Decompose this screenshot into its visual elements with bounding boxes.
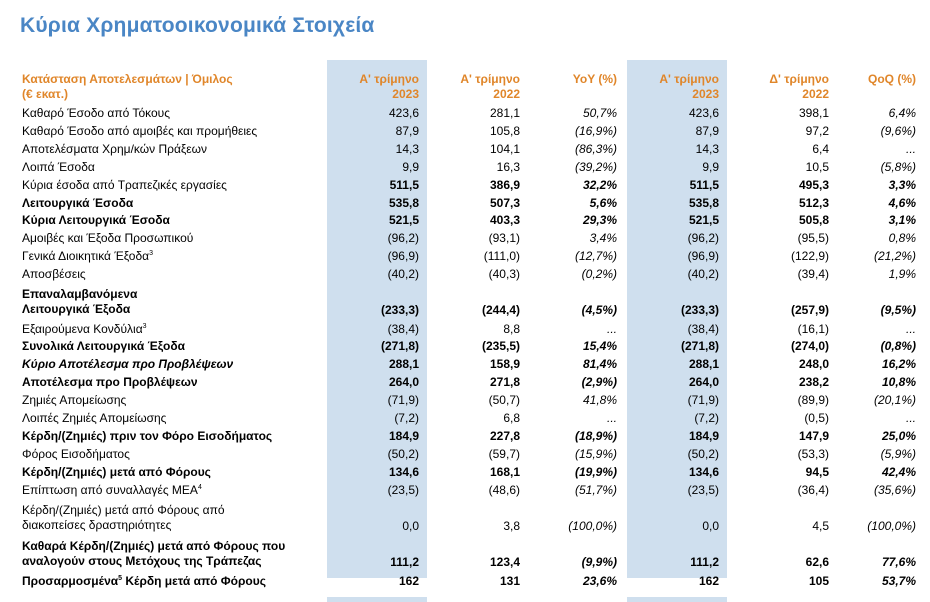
row-value: (18,9%): [574, 428, 617, 443]
row-value: (96,2): [387, 231, 419, 246]
column-header-line2: 2022: [802, 87, 829, 101]
table-row: [0, 266, 930, 284]
column-header: [829, 72, 916, 102]
row-value: 4,6%: [888, 195, 916, 210]
row-value: 521,5: [388, 213, 419, 228]
row-value: 10,8%: [881, 375, 916, 390]
table-row: [0, 573, 930, 591]
row-label: Κέρδη/(Ζημιές) πριν τον Φόρο Εισοδήματος: [22, 428, 273, 443]
table-row: [0, 500, 930, 536]
row-value: (35,6%): [873, 482, 916, 497]
row-value: 0,8%: [888, 231, 916, 246]
row-value: (40,2): [387, 267, 419, 282]
footnote-marker: 3: [149, 250, 153, 258]
row-value: 423,6: [388, 106, 419, 120]
table-row: [0, 356, 930, 374]
row-value: 3,1%: [888, 213, 916, 228]
row-value: (38,4): [387, 321, 419, 336]
row-value: (0,8%): [880, 339, 916, 354]
row-value: 16,3: [496, 159, 520, 174]
row-value: (100,0%): [867, 518, 916, 533]
row-value: (271,8): [380, 339, 419, 354]
row-value: (53,3): [797, 446, 829, 461]
row-value: 264,0: [388, 375, 419, 390]
row-label: Ζημιές Απομείωσης: [22, 393, 127, 408]
column-header-line2: [829, 87, 916, 102]
highlight-column-footer: [327, 597, 427, 602]
row-value: (16,9%): [574, 123, 617, 138]
row-value: 111,2: [690, 555, 719, 569]
row-value: 94,5: [805, 464, 829, 479]
row-value: (9,5%): [880, 303, 916, 317]
row-value: 281,1: [489, 106, 520, 120]
row-label: Αποτελέσματα Χρημ/κών Πράξεων: [22, 141, 207, 156]
row-value: (2,9%): [581, 375, 617, 390]
row-value: (233,3): [380, 303, 419, 317]
row-value: (19,9%): [574, 464, 617, 479]
row-value: (36,4): [797, 482, 829, 497]
row-value: (96,9): [687, 249, 719, 264]
row-value: (86,3%): [574, 141, 617, 156]
row-value: 386,9: [489, 177, 520, 192]
row-value: (23,5): [387, 482, 419, 497]
row-label: Λειτουργικά Έσοδα: [22, 195, 134, 210]
row-value: 25,0%: [881, 428, 916, 443]
row-value: 23,6%: [582, 573, 617, 588]
table-header-label: [22, 72, 322, 102]
column-header-line1: QoQ (%): [868, 72, 916, 86]
column-header: [327, 72, 419, 102]
row-value: 4,5: [812, 518, 829, 533]
row-value: 50,7%: [582, 106, 617, 120]
row-value: 184,9: [688, 428, 719, 443]
row-value: ...: [905, 141, 916, 156]
row-label: Αποσβέσεις: [22, 267, 86, 282]
row-value: 507,3: [489, 195, 520, 210]
row-value: 162: [698, 573, 719, 588]
column-header-line1: Α' τρίμηνο: [359, 72, 419, 86]
row-value: (0,5): [804, 411, 829, 425]
footnote-marker: 4: [197, 483, 202, 491]
row-value: 10,5: [805, 159, 829, 174]
column-header: [427, 72, 520, 102]
table-row: [0, 482, 930, 500]
row-label: Φόρος Εισοδήματος: [22, 446, 130, 461]
footnote-marker: 3: [142, 322, 147, 330]
row-value: (71,9): [387, 393, 419, 408]
row-value: 0,0: [702, 518, 719, 533]
row-value: 134,6: [388, 464, 419, 479]
row-value: (7,2): [694, 411, 719, 425]
row-value: 42,4%: [881, 464, 916, 479]
row-value: 14,3: [695, 141, 719, 156]
page-title: Κύρια Χρηματοοικονομικά Στοιχεία: [20, 14, 375, 37]
table-row: [0, 159, 930, 177]
row-value: (50,7): [488, 393, 520, 408]
header-label-line2: (€ εκατ.): [22, 87, 69, 101]
row-value: 105,8: [489, 123, 520, 138]
row-value: 3,4%: [589, 231, 617, 246]
row-label: Αμοιβές και Έξοδα Προσωπικού: [22, 231, 194, 246]
row-value: 288,1: [688, 357, 719, 372]
row-value: 87,9: [695, 123, 719, 138]
row-value: 5,6%: [589, 195, 617, 210]
row-label: Συνολικά Λειτουργικά Έξοδα: [22, 339, 185, 354]
row-value: (9,9%): [581, 555, 617, 569]
table-row: [0, 536, 930, 572]
row-value: (50,2): [687, 446, 719, 461]
row-value: 9,9: [702, 159, 719, 174]
row-value: 97,2: [805, 123, 829, 138]
row-label: Λοιπές Ζημιές Απομείωσης: [22, 411, 167, 425]
row-label: Κέρδη/(Ζημιές) μετά από Φόρους: [22, 464, 211, 479]
row-value: 111,2: [390, 555, 419, 569]
row-value: (21,2%): [873, 249, 916, 264]
row-value: ...: [606, 411, 617, 425]
table-row: [0, 141, 930, 159]
highlight-column-footer: [627, 597, 727, 602]
table-row: [0, 464, 930, 482]
column-header: [527, 72, 617, 102]
row-value: 8,8: [503, 321, 520, 336]
table-row: [0, 446, 930, 464]
row-label: Καθαρό Έσοδο από Τόκους: [22, 106, 170, 120]
row-label: Κύρια έσοδα από Τραπεζικές εργασίες: [22, 177, 227, 192]
column-header-line2: 2022: [493, 87, 520, 101]
table-row: [0, 105, 930, 123]
row-label: Κέρδη/(Ζημιές) μετά από Φόρους από διακοπείσες δραστηριότητες: [22, 502, 225, 532]
row-value: (89,9): [797, 393, 829, 408]
row-value: (40,2): [687, 267, 719, 282]
row-value: 6,8: [503, 411, 520, 425]
row-value: 511,5: [689, 177, 719, 192]
row-label: Καθαρό Έσοδο από αμοιβές και προμήθειες: [22, 123, 258, 138]
row-value: 403,3: [489, 213, 520, 228]
row-label: Επαναλαμβανόμενα Λειτουργικά Έξοδα: [22, 287, 138, 316]
column-header: [627, 72, 719, 102]
row-value: 184,9: [388, 428, 419, 443]
row-value: (0,2%): [581, 267, 617, 282]
row-value: (71,9): [687, 393, 719, 408]
row-label: Καθαρά Κέρδη/(Ζημιές) μετά από Φόρους που αναλογούν στους Μετόχους της Τράπεζας: [22, 539, 286, 568]
footnote-marker: 5: [118, 574, 123, 582]
row-value: 15,4%: [582, 339, 617, 354]
row-value: 398,1: [798, 106, 829, 120]
row-value: 521,5: [688, 213, 719, 228]
row-value: (7,2): [394, 411, 419, 425]
row-value: ...: [905, 321, 916, 336]
row-value: (4,5%): [581, 303, 617, 317]
row-value: (38,4): [687, 321, 719, 336]
column-header: [727, 72, 829, 102]
row-value: (257,9): [790, 303, 829, 317]
row-value: (5,8%): [880, 159, 916, 174]
row-value: ...: [606, 321, 617, 336]
table-row: [0, 212, 930, 230]
table-row: [0, 321, 930, 339]
row-value: (51,7%): [574, 482, 617, 497]
row-value: 288,1: [388, 357, 419, 372]
row-value: (122,9): [790, 249, 829, 264]
row-value: 0,0: [402, 518, 419, 533]
row-value: 131: [499, 573, 520, 588]
row-value: (50,2): [387, 446, 419, 461]
row-value: 105: [808, 573, 829, 588]
row-label: Λοιπά Έσοδα: [22, 159, 95, 174]
row-value: (16,1): [797, 321, 829, 336]
row-value: (235,5): [481, 339, 520, 354]
column-header-line1: Α' τρίμηνο: [460, 72, 520, 86]
row-value: 162: [398, 573, 419, 588]
row-value: 511,5: [389, 177, 419, 192]
row-value: 535,8: [688, 195, 719, 210]
table-row: [0, 392, 930, 410]
row-value: (40,3): [488, 267, 520, 282]
row-value: 238,2: [798, 375, 829, 390]
table-row: [0, 248, 930, 266]
row-value: 41,8%: [582, 393, 617, 408]
table-row: [0, 410, 930, 428]
row-value: 16,2%: [881, 357, 916, 372]
row-value: (39,4): [797, 267, 829, 282]
row-value: 3,8: [503, 518, 520, 533]
row-value: 505,8: [798, 213, 829, 228]
row-label: Αποτέλεσμα προ Προβλέψεων: [22, 375, 198, 390]
row-value: 6,4%: [888, 106, 916, 120]
row-value: 77,6%: [881, 555, 916, 569]
row-label: Γενικά Διοικητικά Έξοδα$^3$: [22, 249, 153, 264]
row-value: (111,0): [483, 249, 520, 264]
table-row: [0, 374, 930, 392]
row-value: 271,8: [489, 375, 520, 390]
row-value: (23,5): [687, 482, 719, 497]
row-value: (233,3): [680, 303, 719, 317]
row-label: Προσαρμοσμένα$^5$ Κέρδη μετά από Φόρους: [22, 573, 266, 588]
row-value: 87,9: [395, 123, 419, 138]
row-value: 423,6: [688, 106, 719, 120]
row-value: (9,6%): [880, 123, 916, 138]
column-header-line2: [527, 87, 617, 102]
row-value: 168,1: [489, 464, 520, 479]
row-value: (48,6): [488, 482, 520, 497]
table-row: [0, 284, 930, 320]
row-value: 29,3%: [582, 213, 617, 228]
table-row: [0, 338, 930, 356]
table-row: [0, 428, 930, 446]
row-label: Εξαιρούμενα Κονδύλια$^3$: [22, 321, 147, 336]
table-row: [0, 230, 930, 248]
row-label: Επίπτωση από συναλλαγές ΜΕΑ$^4$: [22, 482, 202, 497]
row-value: (39,2%): [574, 159, 617, 174]
row-value: 14,3: [395, 141, 419, 156]
row-value: 227,8: [489, 428, 520, 443]
row-value: 3,3%: [888, 177, 916, 192]
row-value: 495,3: [798, 177, 829, 192]
row-value: 134,6: [688, 464, 719, 479]
row-value: 123,4: [489, 555, 520, 569]
column-header-line1: Α' τρίμηνο: [659, 72, 719, 86]
row-value: 62,6: [805, 555, 829, 569]
column-header-line2: 2023: [392, 87, 419, 101]
row-value: (12,7%): [574, 249, 617, 264]
row-value: 104,1: [489, 141, 520, 156]
column-header-line1: Δ' τρίμηνο: [769, 72, 829, 86]
row-value: (274,0): [790, 339, 829, 354]
row-value: 53,7%: [881, 573, 916, 588]
table-row: [0, 195, 930, 213]
row-value: 81,4%: [582, 357, 617, 372]
row-value: (244,4): [481, 303, 520, 317]
table-row: [0, 177, 930, 195]
row-label: Κύρια Λειτουργικά Έσοδα: [22, 213, 170, 228]
row-value: (100,0%): [568, 518, 617, 533]
row-value: (5,9%): [880, 446, 916, 461]
row-value: 9,9: [402, 159, 419, 174]
row-value: (95,5): [797, 231, 829, 246]
row-value: 512,3: [798, 195, 829, 210]
row-value: 32,2%: [582, 177, 617, 192]
table-row: [0, 123, 930, 141]
row-value: 158,9: [489, 357, 520, 372]
row-value: 248,0: [798, 357, 829, 372]
row-value: (59,7): [488, 446, 520, 461]
row-value: (96,9): [387, 249, 419, 264]
row-value: (20,1%): [873, 393, 916, 408]
column-header-line2: 2023: [692, 87, 719, 101]
column-header-line1: YoY (%): [572, 72, 617, 86]
row-value: 535,8: [388, 195, 419, 210]
row-value: 147,9: [798, 428, 829, 443]
header-label-line1: Κατάσταση Αποτελεσμάτων | Όμιλος: [22, 72, 233, 86]
row-label: Κύριο Αποτέλεσμα προ Προβλέψεων: [22, 357, 234, 372]
row-value: 1,9%: [888, 267, 916, 282]
row-value: ...: [905, 411, 916, 425]
row-value: (15,9%): [574, 446, 617, 461]
row-value: 264,0: [688, 375, 719, 390]
row-value: (96,2): [687, 231, 719, 246]
row-value: (271,8): [680, 339, 719, 354]
row-value: 6,4: [812, 141, 829, 156]
row-value: (93,1): [488, 231, 520, 246]
